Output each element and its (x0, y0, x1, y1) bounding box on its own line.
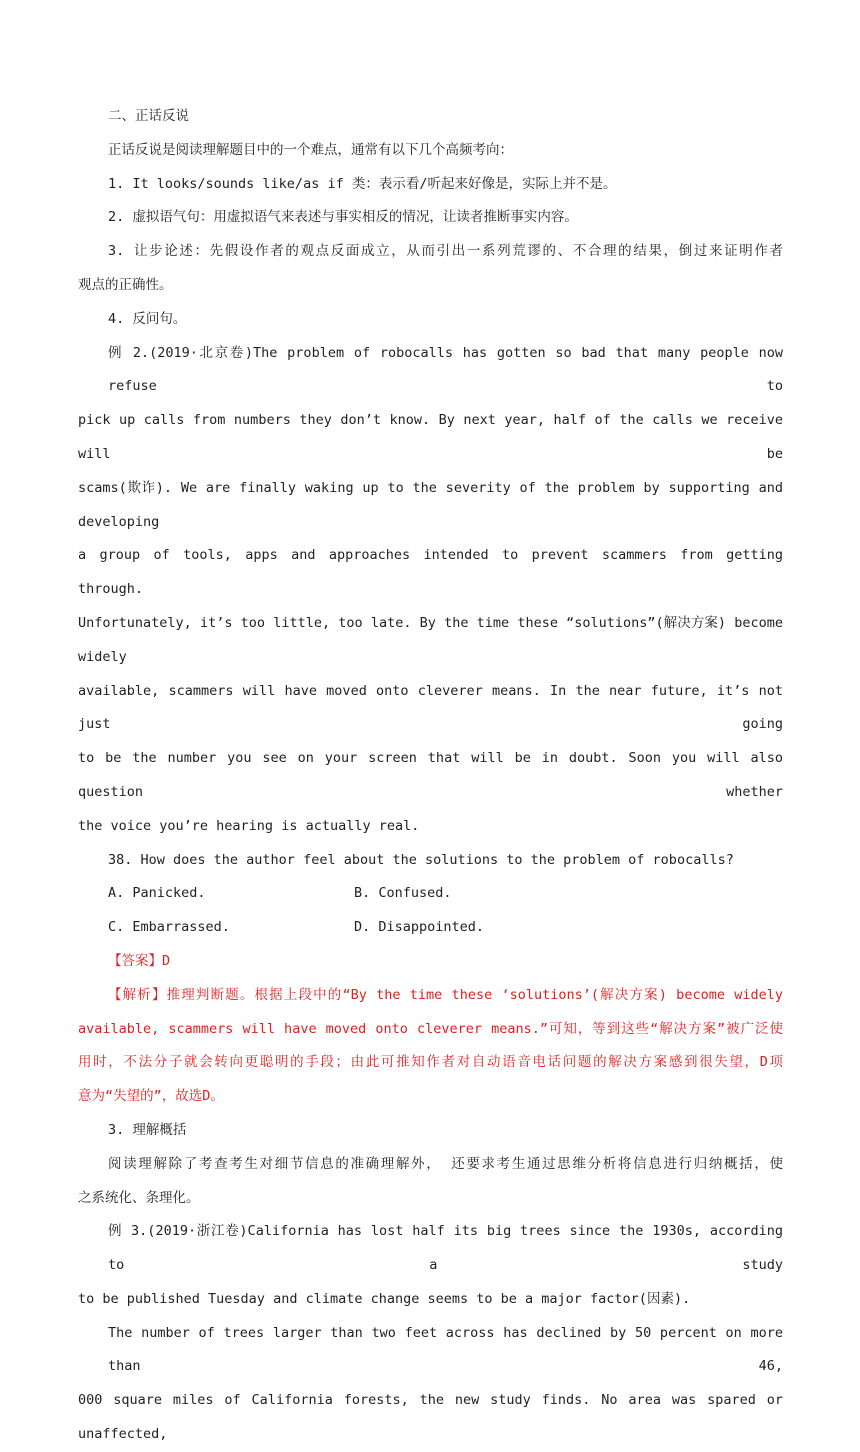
section-heading: 二、正话反说 (108, 108, 189, 124)
list-item: 4. 反问句。 (108, 310, 187, 327)
section-intro: 之系统化、条理化。 (78, 1189, 200, 1206)
example-line: pick up calls from numbers they don’t know. By next year, half of the calls we receive will be (78, 412, 783, 462)
section-intro: 阅读理解除了考查考生对细节信息的准确理解外， 还要求考生通过思维分析将信息进行归纳概括，使 (108, 1155, 783, 1172)
analysis-line: available, scammers will have moved onto cleverer means.”可知，等到这些“解决方案”被广泛使 (78, 1020, 783, 1037)
options-row (78, 877, 783, 911)
example-line: 例 3.(2019·浙江卷)California has lost half its big trees since the 1930s, according to a study (108, 1223, 783, 1274)
example-line: the voice you’re hearing is actually real. (78, 817, 420, 834)
list-item: 1. It looks/sounds like/as if 类：表示看/听起来好像是，实际上并不是。 (108, 175, 617, 192)
example-line: available, scammers will have moved onto cleverer means. In the near future, it’s not just going (78, 682, 783, 733)
list-item-continuation: 观点的正确性。 (78, 276, 173, 293)
list-item: 2. 虚拟语气句：用虚拟语气来表述与事实相反的情况，让读者推断事实内容。 (108, 209, 578, 226)
example-line: 例 2.(2019·北京卷)The problem of robocalls has gotten so bad that many people now refuse to (108, 344, 783, 395)
options-row (78, 911, 783, 945)
option-d: D. Disappointed. (354, 919, 485, 936)
example-line: scams(欺诈). We are finally waking up to the severity of the problem by supporting and developing (78, 479, 783, 530)
analysis-line: 用时，不法分子就会转向更聪明的手段；由此可推知作者对自动语音电话问题的解决方案感到很失望，D项 (78, 1054, 783, 1071)
list-item: 3. 让步论述：先假设作者的观点反面成立，从而引出一系列荒谬的、不合理的结果，倒过来证明作者 (108, 243, 783, 260)
answer-label: 【答案】D (108, 952, 171, 969)
example-line: to be the number you see on your screen that will be in doubt. Soon you will also question whether (78, 750, 783, 800)
example-line: to be published Tuesday and climate change seems to be a major factor(因素). (78, 1290, 691, 1307)
option-a: A. Panicked. (108, 885, 206, 902)
option-c: C. Embarrassed. (108, 919, 230, 936)
example-line: a group of tools, apps and approaches intended to prevent scammers from getting through. (78, 547, 783, 598)
section-heading: 3. 理解概括 (108, 1121, 187, 1138)
example-line: Unfortunately, it’s too little, too late. By the time these “solutions”(解决方案) become widely (78, 614, 783, 665)
document-page (78, 100, 783, 1452)
analysis-line: 【解析】推理判断题。根据上段中的“By the time these ‘solutions’(解决方案) become widely (108, 986, 783, 1003)
analysis-line: 意为“失望的”，故选D。 (78, 1088, 224, 1105)
section-intro: 正话反说是阅读理解题目中的一个难点，通常有以下几个高频考向： (108, 141, 513, 158)
option-b: B. Confused. (354, 885, 452, 902)
example-line: 000 square miles of California forests, the new study finds. No area was spared or unaffected, (78, 1392, 783, 1443)
example-line: The number of trees larger than two feet across has declined by 50 percent on more than 46, (108, 1324, 783, 1375)
question-text: 38. How does the author feel about the solutions to the problem of robocalls? (108, 851, 734, 868)
